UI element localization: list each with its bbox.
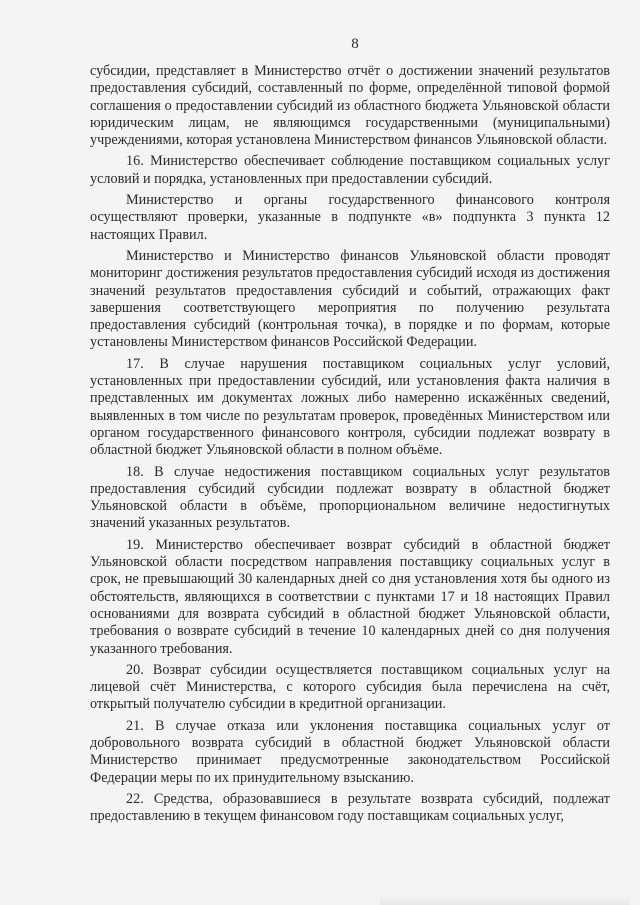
paragraph-16: 16. Министерство обеспечивает соблюдение поставщиком социальных услуг условий и порядка, установленных при предоставлении субсидий. — [90, 153, 610, 187]
paragraph-17: 17. В случае нарушения поставщиком социальных услуг условий, установленных при предоставлении субсидий, или установления факта наличия в представленных им документах ложных либо намеренно искажённых сведений, выявленных в том числе по результатам проверок, проведённых Министерством или органом государственного финансового контроля, субсидии подлежат возврату в областной бюджет Ульяновской области в полном объёме. — [90, 355, 610, 459]
scan-shadow — [380, 895, 630, 905]
paragraph-16-monitoring: Министерство и Министерство финансов Ульяновской области проводят мониторинг достижения результатов предоставления субсидий исходя из достижения значений результатов предоставления субсидий и событий, отражающих факт завершения соответствующего мероприятия по получению результата предоставления субсидий (контрольная точка), в порядке и по формам, которые установлены Министерством финансов Российской Федерации. — [90, 247, 610, 351]
paragraph-16-checks: Министерство и органы государственного финансового контроля осуществляют проверки, указанные в подпункте «в» подпункта 3 пункта 12 настоящих Правил. — [90, 192, 610, 243]
paragraph-20: 20. Возврат субсидии осуществляется поставщиком социальных услуг на лицевой счёт Министерства, с которого субсидия была перечислена на счёт, открытый получателю субсидии в кредитной организации. — [90, 661, 610, 713]
paragraph-22: 22. Средства, образовавшиеся в результате возврата субсидий, подлежат предоставлению в текущем финансовом году поставщикам социальных услуг, — [90, 790, 610, 825]
page-number: 8 — [351, 36, 359, 52]
paragraph-21: 21. В случае отказа или уклонения поставщика социальных услуг от добровольного возврата субсидий в областной бюджет Ульяновской области Министерство принимает предусмотренные законодательством Российской Федерации меры по их принудительному взысканию. — [90, 717, 610, 786]
paragraph-19: 19. Министерство обеспечивает возврат субсидий в областной бюджет Ульяновской области посредством направления поставщику социальных услуг в срок, не превышающий 30 календарных дней со дня установления хотя бы одного из обстоятельств, являющихся в соответствии с пунктами 17 и 18 настоящих Правил основаниями для возврата субсидий в областной бюджет Ульяновской области, требования о возврате субсидий в течение 10 календарных дней со дня получения указанного требования. — [90, 536, 610, 657]
paragraph-18: 18. В случае недостижения поставщиком социальных услуг результатов предоставления субсидий субсидии подлежат возврату в областной бюджет Ульяновской области в объёме, пропорциональном величине недостигнутых значений указанных результатов. — [90, 463, 610, 532]
paragraph-continuation: субсидии, представляет в Министерство отчёт о достижении значений результатов предоставления субсидий, составленный по форме, определённой типовой формой соглашения о предоставлении субсидий из областного бюджета Ульяновской области юридическим лицам, не являющимся государственными (муниципальными) учреждениями, которая установлена Министерством финансов Ульяновской области. — [90, 63, 610, 149]
